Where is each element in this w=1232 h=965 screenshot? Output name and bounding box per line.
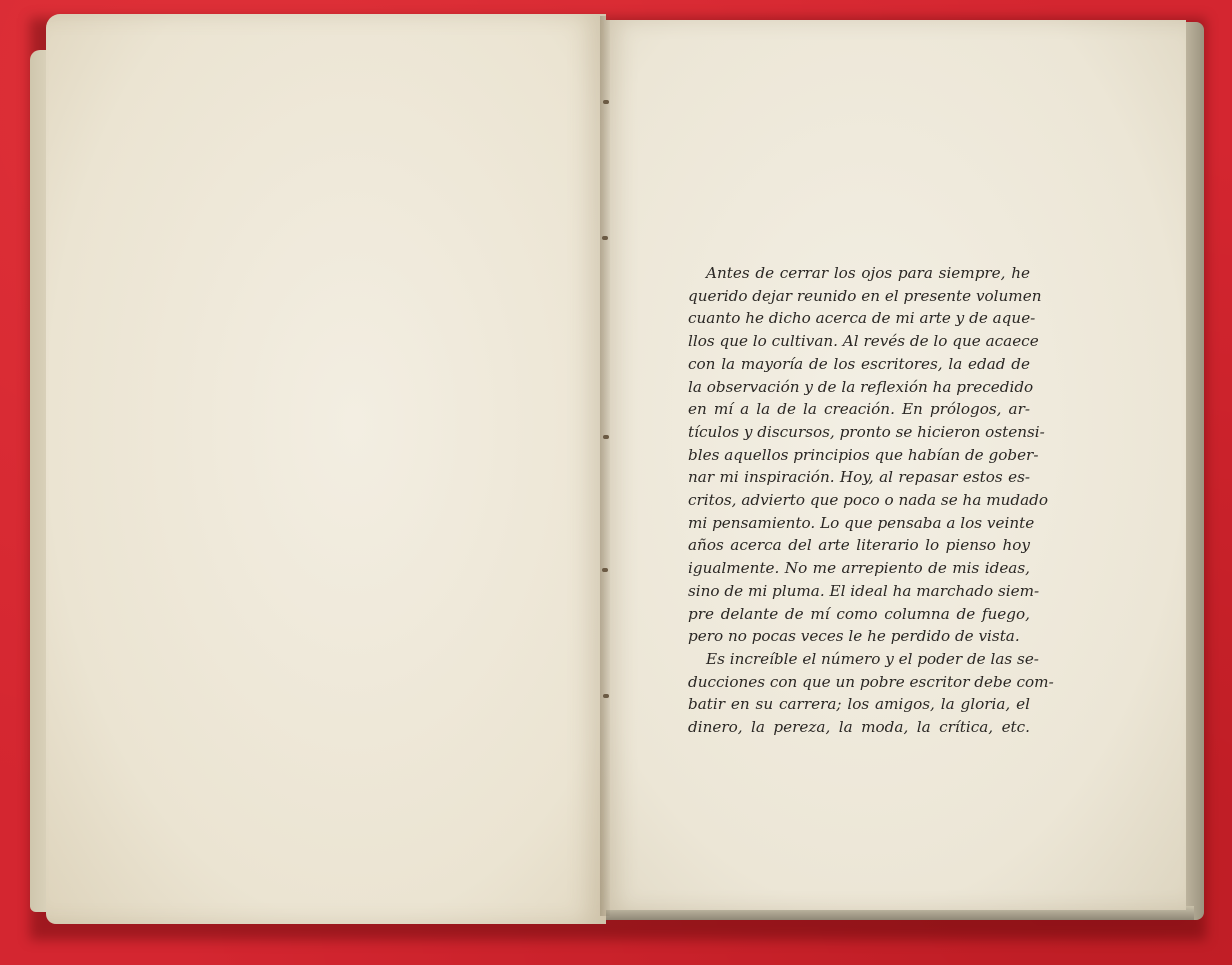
binding-stitch bbox=[602, 236, 608, 240]
text-line: igualmente. No me arrepiento de mis ideas, bbox=[688, 559, 1030, 578]
text-line: Antes de cerrar los ojos para siempre, he bbox=[706, 264, 1030, 282]
paragraph-1 bbox=[688, 262, 1049, 648]
text-line: cuanto he dicho acerca de mi arte y de aque- bbox=[688, 309, 1036, 328]
text-line: tículos y discursos, pronto se hicieron ostensi- bbox=[688, 422, 1045, 441]
text-line: pre delante de mí como columna de fuego, bbox=[688, 604, 1030, 623]
binding-stitch bbox=[603, 100, 609, 104]
text-line: dinero, la pereza, la moda, la crítica, etc. bbox=[688, 718, 1030, 737]
text-line: bles aquellos principios que habían de gober- bbox=[688, 445, 1039, 464]
text-line: con la mayoría de los escritores, la edad de bbox=[688, 354, 1030, 373]
text-line: la observación y de la reflexión ha precedido bbox=[688, 377, 1034, 396]
book-right-edge bbox=[1184, 22, 1204, 920]
book-gutter bbox=[600, 16, 610, 916]
text-line: Es increíble el número y el poder de las se- bbox=[706, 649, 1039, 668]
text-line: en mí a la de la creación. En prólogos, ar- bbox=[688, 400, 1030, 419]
page-text-block bbox=[688, 262, 1054, 739]
binding-stitch bbox=[602, 568, 608, 572]
text-line: mi pensamiento. Lo que pensaba a los veinte bbox=[688, 513, 1035, 532]
text-line: llos que lo cultivan. Al revés de lo que acaece bbox=[688, 332, 1039, 351]
binding-stitch bbox=[603, 435, 609, 439]
left-page-blank bbox=[46, 14, 606, 924]
text-line: batir en su carrera; los amigos, la gloria, el bbox=[688, 695, 1030, 714]
text-line: pero no pocas veces le he perdido de vista. bbox=[688, 627, 1020, 646]
text-line: ducciones con que un pobre escritor debe com- bbox=[688, 672, 1054, 691]
text-line: nar mi inspiración. Hoy, al repasar estos es- bbox=[688, 468, 1030, 487]
text-line: querido dejar reunido en el presente volumen bbox=[688, 286, 1042, 305]
text-line: años acerca del arte literario lo pienso hoy bbox=[688, 536, 1030, 555]
binding-stitch bbox=[603, 694, 609, 698]
text-line: sino de mi pluma. El ideal ha marchado siem- bbox=[688, 581, 1040, 600]
paragraph-2 bbox=[688, 648, 1054, 739]
text-line: critos, advierto que poco o nada se ha mudado bbox=[688, 491, 1049, 510]
